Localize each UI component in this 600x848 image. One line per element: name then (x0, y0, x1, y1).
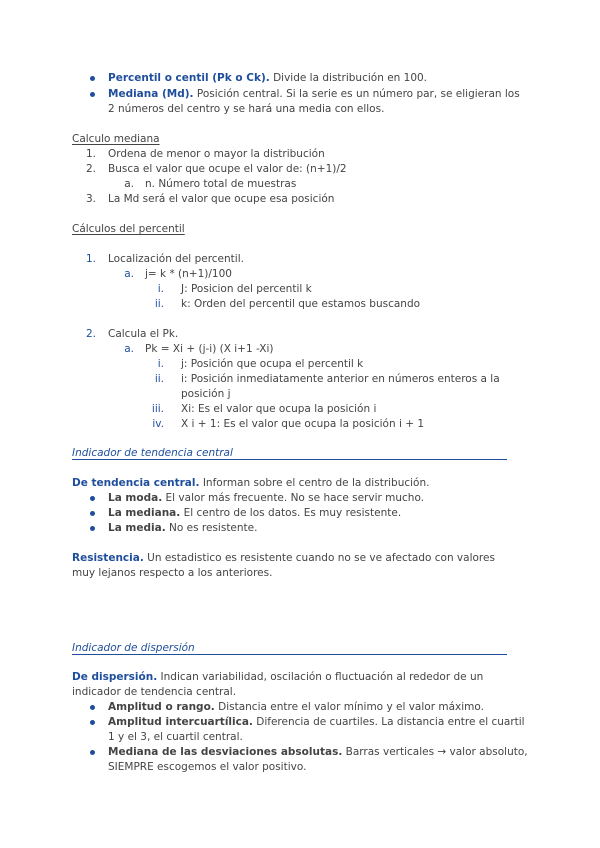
dispersion-rule (72, 654, 507, 655)
mediana-substep: n. Número total de muestras (145, 178, 297, 190)
percentil-def-cont: posición j (181, 388, 231, 400)
tendencia-item: La moda. El valor más frecuente. No se hace servir mucho. (108, 492, 425, 504)
mediana-step: La Md será el valor que ocupe esa posición (108, 193, 335, 205)
calculos-percentil-heading: Cálculos del percentil (72, 223, 185, 235)
dispersion-item: Mediana de las desviaciones absolutas. Barras verticales → valor absoluto, (108, 746, 528, 758)
tendencia-rule (72, 459, 507, 460)
step-roman: ii. (154, 298, 164, 310)
step-number: 3. (85, 193, 96, 205)
mediana-step: Ordena de menor o mayor la distribución (108, 148, 325, 160)
percentil-formula: j= k * (n+1)/100 (145, 268, 232, 280)
resistencia-paragraph: Resistencia. Un estadistico es resistente cuando no se ve afectado con valores (72, 552, 495, 564)
dispersion-item: Amplitud intercuartílica. Diferencia de cuartiles. La distancia entre el cuartil (108, 716, 525, 728)
percentil-step: Localización del percentil. (108, 253, 244, 265)
step-letter: a. (124, 343, 134, 355)
tendencia-intro: De tendencia central. Informan sobre el centro de la distribución. (72, 477, 430, 489)
step-number: 1. (85, 148, 96, 160)
step-roman: iv. (152, 418, 164, 430)
step-letter: a. (124, 178, 134, 190)
dispersion-heading: Indicador de dispersión (72, 642, 195, 654)
bullet-dot (90, 511, 95, 516)
mediana-step: Busca el valor que ocupe el valor de: (n+1)/2 (108, 163, 347, 175)
step-roman: iii. (151, 403, 164, 415)
percentil-def: k: Orden del percentil que estamos buscando (181, 298, 421, 310)
percentil-formula: Pk = Xi + (j-i) (X i+1 -Xi) (145, 343, 274, 355)
percentil-def: J: Posicion del percentil k (181, 283, 312, 295)
bullet-dot (90, 705, 95, 710)
tendencia-item: La media. No es resistente. (108, 522, 258, 534)
step-number: 1. (85, 253, 96, 265)
bullet-dot (90, 76, 95, 81)
bullet-dot (90, 526, 95, 531)
percentil-def: Xi: Es el valor que ocupa la posición i (181, 403, 377, 415)
percentil-def: X i + 1: Es el valor que ocupa la posición i + 1 (181, 418, 425, 430)
dispersion-intro-cont: indicador de tendencia central. (72, 686, 237, 698)
dispersion-item-cont: SIEMPRE escogemos el valor positivo. (108, 761, 307, 773)
step-roman: i. (157, 358, 164, 370)
mediana-item: Mediana (Md). Posición central. Si la serie es un número par, se eligieran los (108, 88, 520, 100)
step-number: 2. (85, 163, 96, 175)
step-roman: i. (157, 283, 164, 295)
dispersion-item-cont: 1 y el 3, el cuartil central. (108, 731, 243, 743)
calculo-mediana-heading: Calculo mediana (72, 133, 160, 145)
tendencia-item: La mediana. El centro de los datos. Es muy resistente. (108, 507, 402, 519)
bullet-dot (90, 496, 95, 501)
resistencia-cont: muy lejanos respecto a los anteriores. (72, 567, 273, 579)
mediana-item-cont: 2 números del centro y se hará una media con ellos. (108, 103, 385, 115)
bullet-dot (90, 750, 95, 755)
dispersion-item: Amplitud o rango. Distancia entre el valor mínimo y el valor máximo. (108, 701, 484, 713)
tendencia-heading: Indicador de tendencia central (72, 447, 233, 459)
bullet-dot (90, 720, 95, 725)
percentil-step: Calcula el Pk. (108, 328, 179, 340)
percentil-def: i: Posición inmediatamente anterior en números enteros a la (181, 373, 500, 385)
step-number: 2. (85, 328, 96, 340)
step-letter: a. (124, 268, 134, 280)
percentil-def: j: Posición que ocupa el percentil k (181, 358, 364, 370)
percentil-item: Percentil o centil (Pk o Ck). Divide la distribución en 100. (108, 72, 428, 84)
step-roman: ii. (154, 373, 164, 385)
bullet-dot (90, 92, 95, 97)
dispersion-intro: De dispersión. Indican variabilidad, oscilación o fluctuación al rededor de un (72, 671, 484, 683)
